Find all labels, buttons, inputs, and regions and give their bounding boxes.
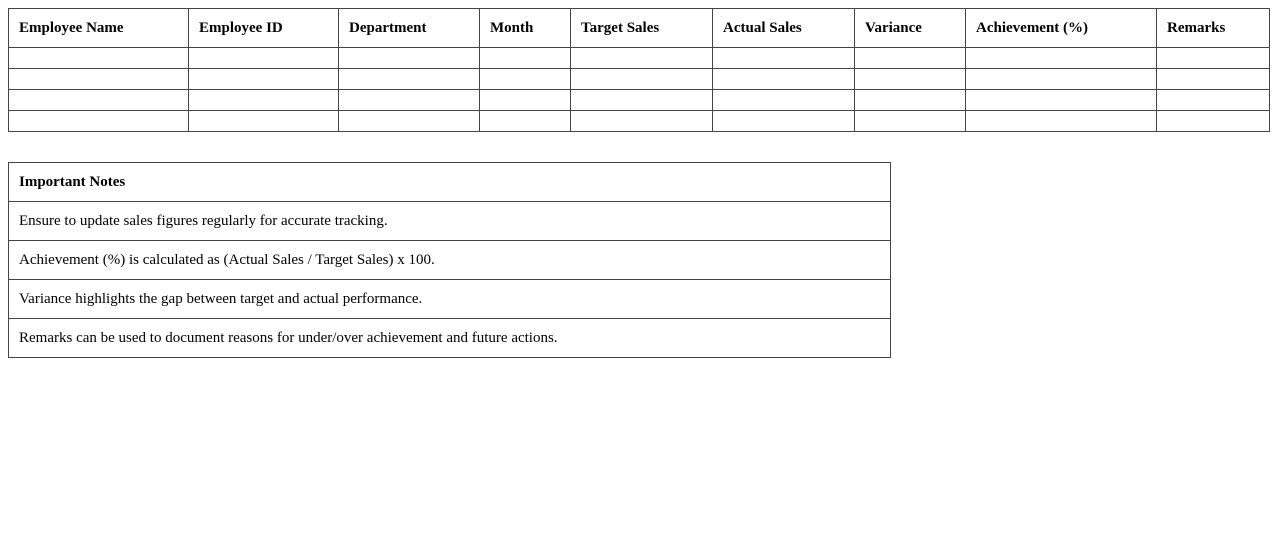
table-cell[interactable] (966, 90, 1157, 111)
table-cell[interactable] (713, 90, 855, 111)
table-cell[interactable] (1157, 69, 1270, 90)
column-header: Achievement (%) (966, 9, 1157, 48)
important-notes-table (8, 162, 891, 358)
table-cell[interactable] (571, 90, 713, 111)
table-cell[interactable] (480, 111, 571, 132)
table-cell[interactable] (189, 69, 339, 90)
column-header: Target Sales (571, 9, 713, 48)
table-cell[interactable] (713, 48, 855, 69)
header-row (9, 9, 1270, 48)
table-row (9, 69, 1270, 90)
table-cell[interactable] (9, 111, 189, 132)
table-cell[interactable] (1157, 90, 1270, 111)
column-header: Actual Sales (713, 9, 855, 48)
table-cell[interactable] (966, 69, 1157, 90)
column-header: Variance (855, 9, 966, 48)
table-cell[interactable] (571, 69, 713, 90)
table-row (9, 90, 1270, 111)
note-row (9, 280, 891, 319)
note-text: Variance highlights the gap between target and actual performance. (9, 280, 891, 319)
table-cell[interactable] (571, 111, 713, 132)
table-cell[interactable] (9, 69, 189, 90)
table-cell[interactable] (855, 69, 966, 90)
note-row (9, 241, 891, 280)
table-cell[interactable] (189, 48, 339, 69)
table-cell[interactable] (855, 111, 966, 132)
column-header: Month (480, 9, 571, 48)
table-row (9, 111, 1270, 132)
note-text: Remarks can be used to document reasons for under/over achievement and future actions. (9, 319, 891, 358)
column-header: Employee ID (189, 9, 339, 48)
table-cell[interactable] (339, 69, 480, 90)
table-cell[interactable] (480, 90, 571, 111)
table-cell[interactable] (189, 111, 339, 132)
table-cell[interactable] (855, 48, 966, 69)
table-cell[interactable] (1157, 48, 1270, 69)
table-cell[interactable] (339, 90, 480, 111)
notes-header-row (9, 163, 891, 202)
table-cell[interactable] (966, 111, 1157, 132)
table-cell[interactable] (480, 69, 571, 90)
sales-tracking-table (8, 8, 1270, 132)
table-row (9, 48, 1270, 69)
table-cell[interactable] (339, 48, 480, 69)
table-cell[interactable] (571, 48, 713, 69)
table-cell[interactable] (713, 111, 855, 132)
note-text: Achievement (%) is calculated as (Actual Sales / Target Sales) x 100. (9, 241, 891, 280)
table-cell[interactable] (9, 48, 189, 69)
note-row (9, 202, 891, 241)
table-cell[interactable] (966, 48, 1157, 69)
table-cell[interactable] (855, 90, 966, 111)
table-cell[interactable] (9, 90, 189, 111)
table-cell[interactable] (480, 48, 571, 69)
table-cell[interactable] (713, 69, 855, 90)
note-row (9, 319, 891, 358)
column-header: Employee Name (9, 9, 189, 48)
notes-title: Important Notes (9, 163, 891, 202)
column-header: Department (339, 9, 480, 48)
table-cell[interactable] (189, 90, 339, 111)
table-cell[interactable] (339, 111, 480, 132)
column-header: Remarks (1157, 9, 1270, 48)
table-cell[interactable] (1157, 111, 1270, 132)
note-text: Ensure to update sales figures regularly for accurate tracking. (9, 202, 891, 241)
